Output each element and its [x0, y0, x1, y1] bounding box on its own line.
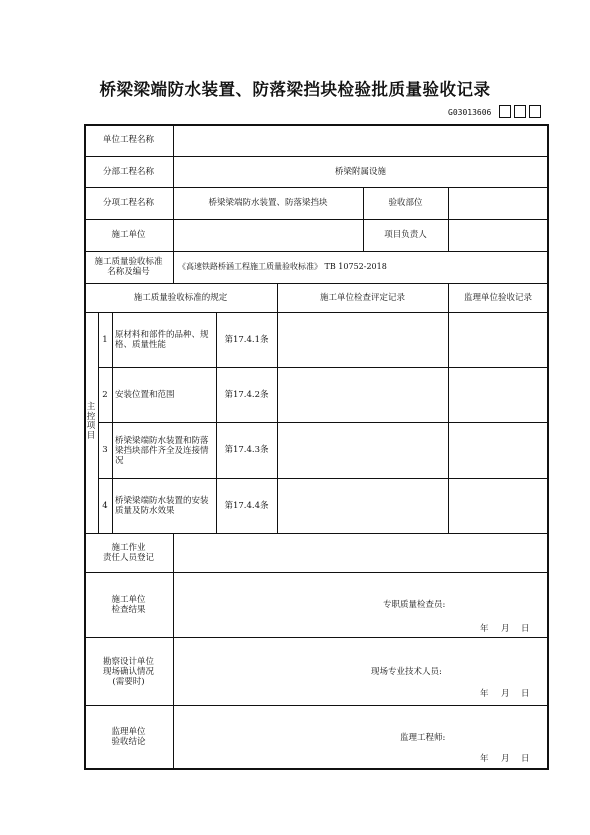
rule: [112, 312, 113, 533]
rule: [84, 187, 548, 188]
contractor-result-label-line1: 施工单位: [111, 595, 146, 605]
table-border-right: [547, 124, 549, 769]
date-year: 年: [480, 624, 489, 634]
rule: [84, 283, 548, 284]
project-manager-label: 项目负责人: [384, 230, 427, 240]
page-title: 桥梁梁端防水装置、防落梁挡块检验批质量验收记录: [99, 80, 491, 99]
header-spec: 施工质量验收标准的规定: [133, 293, 228, 303]
date-month: 月: [501, 624, 510, 634]
table-border-top: [84, 124, 549, 126]
rule: [84, 572, 548, 573]
item-clause-3: 第17.4.3条: [224, 445, 269, 455]
date-day: 日: [521, 754, 530, 764]
supervisor-conclusion-label-line1: 监理单位: [111, 727, 146, 737]
rule: [98, 367, 548, 368]
date-year: 年: [480, 754, 489, 764]
item-clause-4: 第17.4.4条: [224, 501, 269, 511]
date-day: 日: [521, 624, 530, 634]
main-control-label: 主控项目: [86, 402, 96, 441]
construction-unit-label: 施工单位: [111, 230, 146, 240]
rule: [84, 156, 548, 157]
rule: [84, 705, 548, 706]
code-box-1[interactable]: [499, 105, 511, 118]
rule: [173, 533, 174, 768]
division-value[interactable]: 桥梁附属设施: [334, 167, 386, 177]
unit-project-label: 单位工程名称: [102, 135, 154, 145]
date-year: 年: [480, 689, 489, 699]
item-desc-1: 原材料和部件的品种、规格、质量性能: [115, 330, 209, 350]
rule: [216, 312, 217, 533]
standard-value[interactable]: 《高速铁路桥涵工程施工质量验收标准》 TB 10752-2018: [178, 262, 387, 271]
rule: [98, 478, 548, 479]
design-confirm-label-line3: (需要时): [112, 677, 145, 687]
header-contractor-record: 施工单位检查评定记录: [319, 293, 405, 303]
item-desc-2: 安装位置和范围: [115, 390, 175, 400]
design-confirm-label-line2: 现场确认情况: [102, 667, 154, 677]
rule: [277, 283, 278, 533]
division-label: 分部工程名称: [102, 167, 154, 177]
date-month: 月: [501, 689, 510, 699]
supervising-engineer-signature[interactable]: 监理工程师:: [400, 733, 446, 743]
date-month: 月: [501, 754, 510, 764]
rule: [98, 312, 99, 533]
header-supervisor-record: 监理单位验收记录: [463, 293, 532, 303]
registration-label-line2: 责任人员登记: [102, 553, 154, 563]
item-desc-3: 桥梁梁端防水装置和防落梁挡块部件齐全及连接情况: [115, 436, 209, 466]
item-clause-1: 第17.4.1条: [224, 335, 269, 345]
item-no-3: 3: [102, 445, 108, 455]
standard-label-line1: 施工质量验收标准: [94, 257, 163, 267]
registration-label-line1: 施工作业: [111, 543, 146, 553]
item-no-2: 2: [102, 390, 108, 400]
rule: [84, 637, 548, 638]
item-clause-2: 第17.4.2条: [224, 390, 269, 400]
subitem-label: 分项工程名称: [102, 198, 154, 208]
subitem-value[interactable]: 桥梁梁端防水装置、防落梁挡块: [208, 198, 328, 208]
rule: [84, 312, 548, 313]
standard-label-line2: 名称及编号: [107, 267, 150, 277]
supervisor-conclusion-label-line2: 验收结论: [111, 737, 146, 747]
rule: [448, 187, 449, 251]
quality-inspector-signature[interactable]: 专职质量检查员:: [383, 600, 446, 610]
site-technician-signature[interactable]: 现场专业技术人员:: [371, 667, 442, 677]
date-day: 日: [521, 689, 530, 699]
contractor-result-label-line2: 检查结果: [111, 605, 146, 615]
table-border-bottom: [84, 768, 549, 770]
code-box-2[interactable]: [514, 105, 526, 118]
form-code: G03013606: [448, 108, 492, 117]
rule: [363, 187, 364, 251]
rule: [84, 251, 548, 252]
rule: [84, 219, 548, 220]
item-no-1: 1: [102, 335, 108, 345]
code-box-3[interactable]: [529, 105, 541, 118]
design-confirm-label-line1: 勘察设计单位: [102, 657, 154, 667]
inspection-part-label: 验收部位: [388, 198, 423, 208]
rule: [98, 422, 548, 423]
item-desc-4: 桥梁梁端防水装置的安装质量及防水效果: [115, 496, 209, 516]
item-no-4: 4: [102, 501, 108, 511]
rule: [84, 533, 548, 534]
rule: [448, 283, 449, 533]
